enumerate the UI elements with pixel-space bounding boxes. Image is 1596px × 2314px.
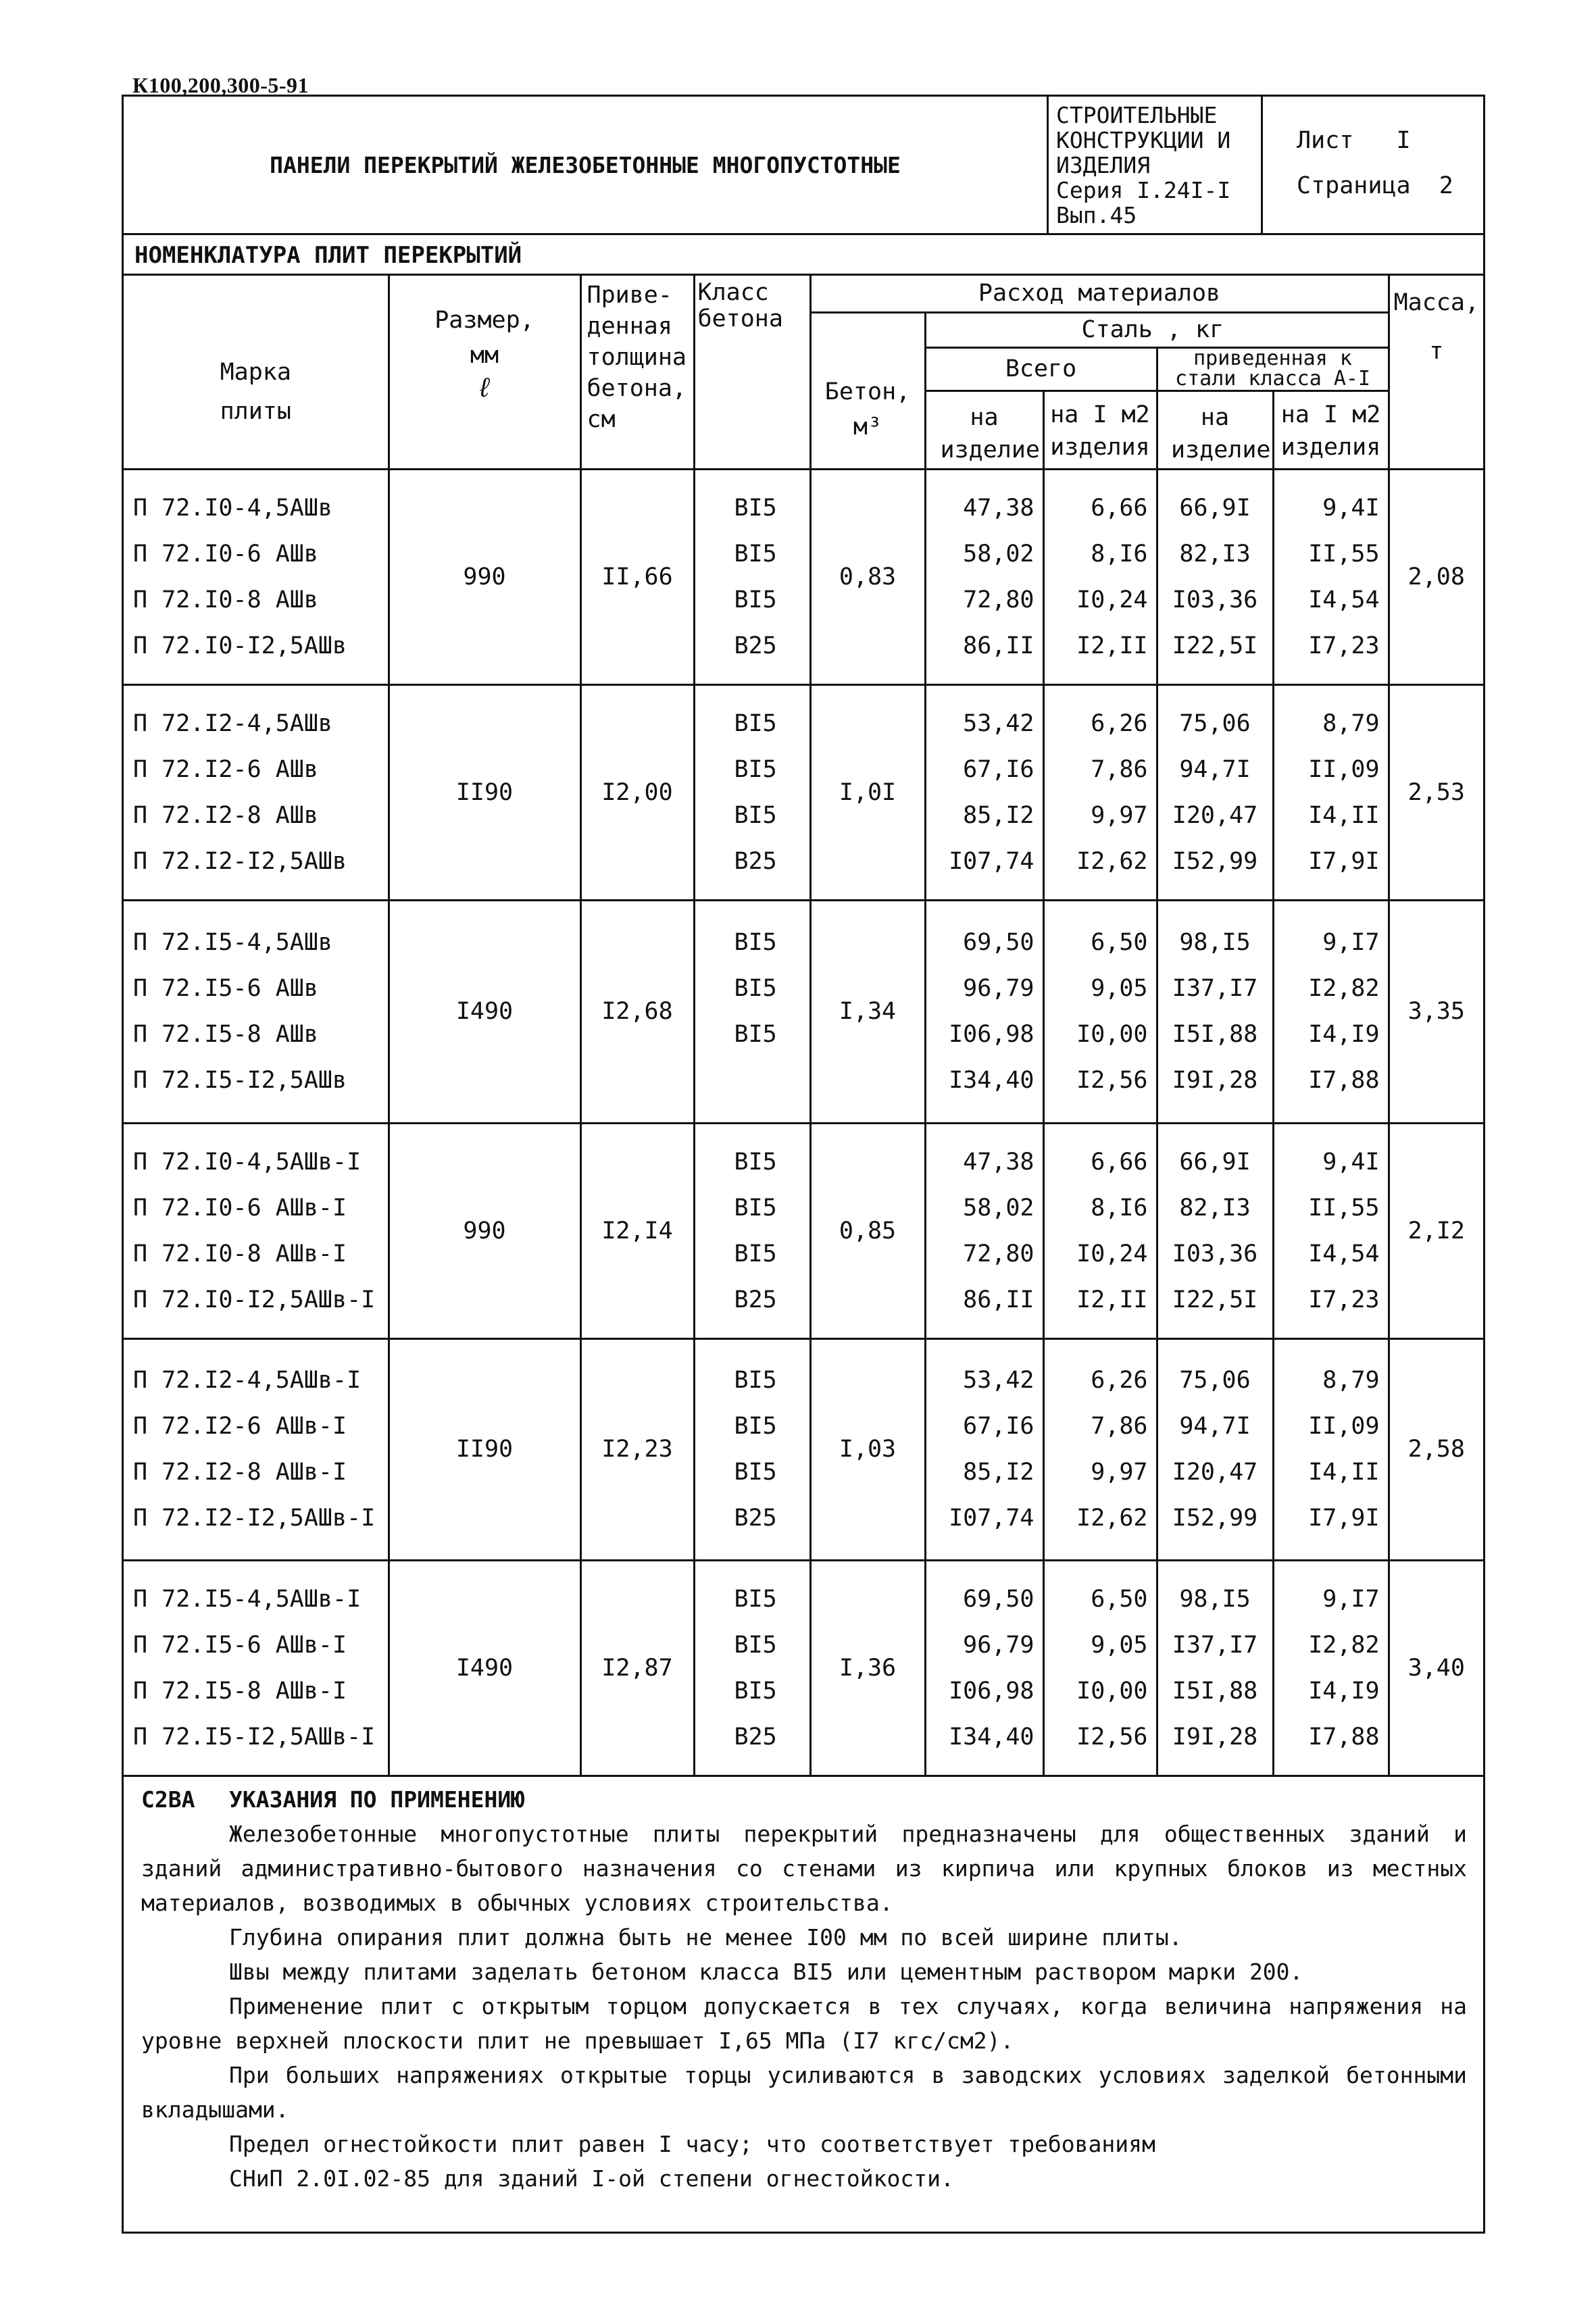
- steel-per-m2: I2,II: [1076, 1286, 1148, 1313]
- reduced-steel-per-m2: I4,II: [1308, 1459, 1380, 1486]
- steel-per-item: 53,42: [963, 709, 1034, 737]
- thickness-value: I2,I4: [601, 1217, 673, 1244]
- series-line: Серия I.24I-I: [1056, 176, 1231, 203]
- col-per-item-header: на изделие: [925, 391, 1043, 469]
- plate-mark: П 72.I2-4,5АШв-I: [133, 1367, 361, 1394]
- steel-per-m2-cell: [1043, 1123, 1157, 1338]
- reduced-steel-per-item: 94,7I: [1179, 755, 1251, 783]
- concrete-volume: I,03: [839, 1436, 897, 1463]
- reduced-steel-per-item-cell: [1157, 1123, 1273, 1338]
- steel-per-item: I34,40: [949, 1067, 1034, 1094]
- table-row-group: [124, 1338, 1483, 1560]
- steel-per-item-cell: [925, 1338, 1043, 1560]
- reduced-steel-per-item: I22,5I: [1172, 1286, 1258, 1313]
- notes-paragraph: Железобетонные многопустотные плиты перекрытий предназначены для общественных зданий и зданий административно-бытового назначения со стенами из кирпича или крупных блоков из местных материалов, возводимых в обычных условиях строительства.: [141, 1821, 1467, 1916]
- plate-mark: П 72.I2-8 АШв: [133, 801, 318, 829]
- document-title: ПАНЕЛИ ПЕРЕКРЫТИЙ ЖЕЛЕЗОБЕТОННЫЕ МНОГОПУСТОТНЫЕ: [124, 97, 1049, 233]
- reduced-steel-per-m2-cell: [1273, 1560, 1389, 1776]
- steel-per-item: 96,79: [963, 1631, 1034, 1659]
- reduced-steel-per-item: 98,I5: [1179, 1585, 1251, 1613]
- steel-per-m2: I2,56: [1076, 1067, 1148, 1094]
- steel-per-item-cell: [925, 900, 1043, 1123]
- thickness-value-cell: [580, 1560, 694, 1776]
- reduced-steel-per-item: I5I,88: [1172, 1677, 1258, 1705]
- plate-mark-cell: [124, 1123, 389, 1338]
- concrete-class: BI5: [734, 1021, 777, 1048]
- mass-value-cell: [1389, 684, 1483, 900]
- table-row-group: [124, 684, 1483, 900]
- steel-per-m2-cell: [1043, 1338, 1157, 1560]
- document-code: К100,200,300-5-91: [132, 73, 309, 97]
- concrete-volume: 0,85: [839, 1217, 897, 1244]
- plate-mark: П 72.I0-4,5АШв: [133, 494, 333, 522]
- mass-value-cell: [1389, 1338, 1483, 1560]
- steel-per-item: 58,02: [963, 540, 1034, 568]
- reduced-steel-per-m2-cell: [1273, 469, 1389, 684]
- mass-value-cell: [1389, 469, 1483, 684]
- reduced-steel-per-m2: I7,9I: [1308, 1505, 1380, 1532]
- steel-per-m2: 9,05: [1091, 975, 1148, 1002]
- sheet-frame: [122, 95, 1485, 2234]
- concrete-class-cell: [694, 469, 810, 684]
- steel-per-m2: 9,05: [1091, 1631, 1148, 1659]
- reduced-steel-per-m2: I4,54: [1308, 1240, 1380, 1267]
- reduced-steel-per-item: 66,9I: [1179, 494, 1251, 522]
- plate-mark: П 72.I5-6 АШв: [133, 975, 318, 1002]
- sheet-label: Лист: [1297, 127, 1354, 154]
- steel-per-m2: 6,26: [1091, 709, 1148, 737]
- page-label: Страница: [1297, 172, 1411, 199]
- reduced-steel-per-item: 82,I3: [1179, 1194, 1251, 1222]
- col-mark-header: Марка плиты: [124, 276, 389, 469]
- plate-mark: П 72.I5-I2,5АШв: [133, 1067, 347, 1094]
- steel-per-item: I07,74: [949, 1505, 1034, 1532]
- steel-per-item: 47,38: [963, 1148, 1034, 1176]
- concrete-class: BI5: [734, 494, 777, 522]
- notes-title: УКАЗАНИЯ ПО ПРИМЕНЕНИЮ: [229, 1786, 525, 1813]
- plate-mark-cell: [124, 900, 389, 1123]
- col-thickness-header: Приве- денная толщина бетона, см: [580, 276, 694, 469]
- concrete-class-cell: [694, 1560, 810, 1776]
- series-line: КОНСТРУКЦИИ И: [1056, 126, 1231, 153]
- col-steel-header: Сталь , кг: [925, 312, 1389, 347]
- steel-per-item: 72,80: [963, 1240, 1034, 1267]
- steel-per-m2: I0,00: [1076, 1677, 1148, 1705]
- notes-paragraph: Применение плит с открытым торцом допускается в тех случаях, когда величина напряжения на уровне верхней плоскости плит не превышает I,65 МПа (I7 кгс/см2).: [141, 1993, 1467, 2054]
- size-value: II90: [455, 778, 514, 806]
- steel-per-m2: 8,I6: [1091, 1194, 1148, 1222]
- plate-mark: П 72.I5-8 АШв: [133, 1021, 318, 1048]
- reduced-steel-per-m2: I7,88: [1308, 1067, 1380, 1094]
- col-class-header: Класс бетона: [694, 276, 810, 469]
- concrete-volume-cell: [810, 900, 925, 1123]
- size-value-cell: [389, 684, 580, 900]
- steel-per-item: 72,80: [963, 586, 1034, 613]
- steel-per-item: I07,74: [949, 847, 1034, 875]
- reduced-steel-per-m2: II,55: [1308, 540, 1380, 568]
- col-reduced-header: приведенная к стали класса А-I: [1157, 347, 1389, 391]
- plate-mark-cell: [124, 684, 389, 900]
- plate-mark: П 72.I0-8 АШв: [133, 586, 318, 613]
- reduced-steel-per-m2: I7,9I: [1308, 847, 1380, 875]
- plate-mark: П 72.I0-4,5АШв-I: [133, 1148, 361, 1176]
- reduced-steel-per-item: 66,9I: [1179, 1148, 1251, 1176]
- size-value-cell: [389, 1560, 580, 1776]
- reduced-steel-per-m2: II,09: [1308, 1413, 1380, 1440]
- thickness-value: I2,87: [601, 1654, 673, 1682]
- steel-per-m2: I2,62: [1076, 847, 1148, 875]
- reduced-steel-per-item-cell: [1157, 900, 1273, 1123]
- mass-value: 3,35: [1407, 998, 1465, 1025]
- concrete-class-cell: [694, 1123, 810, 1338]
- thickness-value: I2,00: [601, 778, 673, 806]
- plate-mark: П 72.I2-4,5АШв: [133, 709, 333, 737]
- concrete-class: B25: [734, 1505, 777, 1532]
- reduced-steel-per-m2: 9,I7: [1322, 1585, 1380, 1613]
- reduced-steel-per-item: I20,47: [1172, 801, 1258, 829]
- steel-per-item-cell: [925, 1123, 1043, 1338]
- thickness-value-cell: [580, 469, 694, 684]
- table-row-group: [124, 900, 1483, 1123]
- steel-per-item: 58,02: [963, 1194, 1034, 1222]
- reduced-steel-per-m2: 9,4I: [1322, 494, 1380, 522]
- concrete-class: BI5: [734, 1459, 777, 1486]
- concrete-volume: I,0I: [839, 778, 897, 806]
- plate-mark: П 72.I5-4,5АШв-I: [133, 1585, 361, 1613]
- concrete-class: B25: [734, 847, 777, 875]
- concrete-class: BI5: [734, 1194, 777, 1222]
- steel-per-m2: I0,24: [1076, 586, 1148, 613]
- concrete-volume: 0,83: [839, 563, 897, 590]
- concrete-class: BI5: [734, 586, 777, 613]
- reduced-steel-per-item: I9I,28: [1172, 1067, 1258, 1094]
- concrete-class: BI5: [734, 1240, 777, 1267]
- size-value-cell: [389, 900, 580, 1123]
- steel-per-item: 53,42: [963, 1367, 1034, 1394]
- concrete-volume-cell: [810, 469, 925, 684]
- reduced-steel-per-item: I22,5I: [1172, 632, 1258, 659]
- plate-mark: П 72.I5-6 АШв-I: [133, 1631, 347, 1659]
- steel-per-m2: 6,26: [1091, 1367, 1148, 1394]
- plate-mark-cell: [124, 1560, 389, 1776]
- reduced-steel-per-m2: I7,23: [1308, 1286, 1380, 1313]
- mass-value: 2,53: [1407, 778, 1465, 806]
- notes-paragraph: СНиП 2.0I.02-85 для зданий I-ой степени огнестойкости.: [229, 2165, 954, 2192]
- concrete-class: BI5: [734, 929, 777, 956]
- col-mass-header: Масса, т: [1389, 276, 1483, 469]
- reduced-steel-per-item-cell: [1157, 1338, 1273, 1560]
- steel-per-item-cell: [925, 1560, 1043, 1776]
- concrete-class: BI5: [734, 709, 777, 737]
- concrete-class: BI5: [734, 1413, 777, 1440]
- plate-mark: П 72.I5-8 АШв-I: [133, 1677, 347, 1705]
- steel-per-m2: 6,50: [1091, 1585, 1148, 1613]
- mass-value: 3,40: [1407, 1654, 1465, 1682]
- steel-per-item: 96,79: [963, 975, 1034, 1002]
- size-value: I490: [455, 1654, 514, 1682]
- notes-code: С2ВА: [141, 1786, 195, 1813]
- notes-paragraph: Швы между плитами заделать бетоном класса BI5 или цементным раствором марки 200.: [229, 1959, 1303, 1985]
- reduced-steel-per-item: I9I,28: [1172, 1723, 1258, 1751]
- series-line: ИЗДЕЛИЯ: [1056, 151, 1151, 178]
- concrete-class: [734, 1057, 809, 1103]
- table-row-group: [124, 1123, 1483, 1338]
- plate-mark-cell: [124, 1338, 389, 1560]
- plate-mark: П 72.I5-I2,5АШв-I: [133, 1723, 376, 1751]
- reduced-steel-per-m2: I4,II: [1308, 801, 1380, 829]
- concrete-class: BI5: [734, 1585, 777, 1613]
- size-value-cell: [389, 1123, 580, 1338]
- thickness-value-cell: [580, 684, 694, 900]
- steel-per-item: 67,I6: [963, 1413, 1034, 1440]
- thickness-value-cell: [580, 1338, 694, 1560]
- reduced-steel-per-item: 82,I3: [1179, 540, 1251, 568]
- plate-mark: П 72.I0-6 АШв-I: [133, 1194, 347, 1222]
- reduced-steel-per-m2: I2,82: [1308, 975, 1380, 1002]
- size-value: 990: [463, 563, 506, 590]
- reduced-steel-per-item: I37,I7: [1172, 975, 1258, 1002]
- mass-value-cell: [1389, 1123, 1483, 1338]
- thickness-value: II,66: [601, 563, 673, 590]
- title-block: [124, 97, 1483, 235]
- mass-value: 2,I2: [1407, 1217, 1465, 1244]
- concrete-volume-cell: [810, 1338, 925, 1560]
- plate-mark: П 72.I2-I2,5АШв: [133, 847, 347, 875]
- concrete-volume: I,34: [839, 998, 897, 1025]
- reduced-steel-per-m2: I7,88: [1308, 1723, 1380, 1751]
- reduced-steel-per-m2-cell: [1273, 684, 1389, 900]
- steel-per-m2: 6,66: [1091, 494, 1148, 522]
- concrete-class: BI5: [734, 1367, 777, 1394]
- concrete-volume: I,36: [839, 1654, 897, 1682]
- reduced-steel-per-m2: 8,79: [1322, 1367, 1380, 1394]
- concrete-class-cell: [694, 900, 810, 1123]
- reduced-steel-per-item: 98,I5: [1179, 929, 1251, 956]
- concrete-class: BI5: [734, 540, 777, 568]
- mass-value: 2,08: [1407, 563, 1465, 590]
- reduced-steel-per-item: I37,I7: [1172, 1631, 1258, 1659]
- concrete-volume-cell: [810, 1123, 925, 1338]
- concrete-class-cell: [694, 684, 810, 900]
- reduced-steel-per-m2-cell: [1273, 1338, 1389, 1560]
- plate-mark: П 72.I0-I2,5АШв: [133, 632, 347, 659]
- steel-per-m2: 7,86: [1091, 755, 1148, 783]
- notes-paragraph: Глубина опирания плит должна быть не менее I00 мм по всей ширине плиты.: [229, 1924, 1182, 1951]
- col-size-header: Размер, мм ℓ: [389, 276, 580, 469]
- reduced-steel-per-m2: I2,82: [1308, 1631, 1380, 1659]
- plate-mark: П 72.I2-6 АШв-I: [133, 1413, 347, 1440]
- thickness-value: I2,23: [601, 1436, 673, 1463]
- nomenclature-table: [124, 276, 1483, 1777]
- reduced-steel-per-m2: I4,I9: [1308, 1021, 1380, 1048]
- series-info: [1047, 97, 1263, 233]
- steel-per-item: 69,50: [963, 929, 1034, 956]
- reduced-steel-per-m2: II,09: [1308, 755, 1380, 783]
- reduced-steel-per-m2: I4,I9: [1308, 1677, 1380, 1705]
- reduced-steel-per-item: I52,99: [1172, 847, 1258, 875]
- concrete-class: BI5: [734, 975, 777, 1002]
- table-row-group: [124, 1560, 1483, 1776]
- reduced-steel-per-item-cell: [1157, 1560, 1273, 1776]
- page-number: 2: [1439, 172, 1453, 199]
- reduced-steel-per-item: I52,99: [1172, 1505, 1258, 1532]
- reduced-steel-per-m2: 8,79: [1322, 709, 1380, 737]
- sheet-number: I: [1396, 127, 1411, 154]
- reduced-steel-per-m2-cell: [1273, 1123, 1389, 1338]
- concrete-class: BI5: [734, 1631, 777, 1659]
- steel-per-m2: 7,86: [1091, 1413, 1148, 1440]
- thickness-value: I2,68: [601, 998, 673, 1025]
- section-title: НОМЕНКЛАТУРА ПЛИТ ПЕРЕКРЫТИЙ: [124, 235, 1483, 276]
- reduced-steel-per-m2: 9,I7: [1322, 929, 1380, 956]
- notes-paragraph: При больших напряжениях открытые торцы усиливаются в заводских условиях заделкой бетонными вкладышами.: [141, 2062, 1467, 2123]
- col-per-m2-header: на I м2 изделия: [1043, 391, 1157, 469]
- steel-per-item: I34,40: [949, 1723, 1034, 1751]
- col-concrete-header: Бетон, м³: [810, 312, 925, 469]
- table-row-group: [124, 469, 1483, 684]
- plate-mark: П 72.I0-8 АШв-I: [133, 1240, 347, 1267]
- steel-per-m2-cell: [1043, 684, 1157, 900]
- steel-per-item: I06,98: [949, 1677, 1034, 1705]
- steel-per-m2: I0,24: [1076, 1240, 1148, 1267]
- col-reduced-per-item-header: на изделие: [1157, 391, 1273, 469]
- reduced-steel-per-item: 75,06: [1179, 709, 1251, 737]
- reduced-steel-per-item: I20,47: [1172, 1459, 1258, 1486]
- concrete-class: B25: [734, 632, 777, 659]
- reduced-steel-per-item-cell: [1157, 469, 1273, 684]
- size-value: I490: [455, 998, 514, 1025]
- series-line: Вып.45: [1056, 201, 1137, 228]
- steel-per-m2: 8,I6: [1091, 540, 1148, 568]
- plate-mark: П 72.I5-4,5АШв: [133, 929, 333, 956]
- series-line: СТРОИТЕЛЬНЫЕ: [1056, 102, 1218, 128]
- steel-per-item-cell: [925, 469, 1043, 684]
- concrete-class: BI5: [734, 1148, 777, 1176]
- steel-per-m2: I2,56: [1076, 1723, 1148, 1751]
- steel-per-item: 67,I6: [963, 755, 1034, 783]
- reduced-steel-per-item: I5I,88: [1172, 1021, 1258, 1048]
- size-value: 990: [463, 1217, 506, 1244]
- plate-mark: П 72.I2-I2,5АШв-I: [133, 1505, 376, 1532]
- steel-per-item: 85,I2: [963, 801, 1034, 829]
- mass-value-cell: [1389, 1560, 1483, 1776]
- reduced-steel-per-m2: I4,54: [1308, 586, 1380, 613]
- steel-per-item-cell: [925, 684, 1043, 900]
- plate-mark: П 72.I0-6 АШв: [133, 540, 318, 568]
- concrete-class: BI5: [734, 755, 777, 783]
- reduced-steel-per-item: I03,36: [1172, 586, 1258, 613]
- plate-mark-cell: [124, 469, 389, 684]
- steel-per-m2-cell: [1043, 1560, 1157, 1776]
- concrete-class: BI5: [734, 1677, 777, 1705]
- steel-per-m2: 6,50: [1091, 929, 1148, 956]
- length-symbol: ℓ: [476, 372, 493, 403]
- steel-per-item: 86,II: [963, 1286, 1034, 1313]
- concrete-volume-cell: [810, 1560, 925, 1776]
- steel-per-item: 47,38: [963, 494, 1034, 522]
- reduced-steel-per-item: I03,36: [1172, 1240, 1258, 1267]
- reduced-steel-per-m2: II,55: [1308, 1194, 1380, 1222]
- concrete-class-cell: [694, 1338, 810, 1560]
- steel-per-m2: I0,00: [1076, 1021, 1148, 1048]
- size-value: II90: [455, 1436, 514, 1463]
- concrete-class: B25: [734, 1723, 777, 1751]
- thickness-value-cell: [580, 1123, 694, 1338]
- steel-per-m2-cell: [1043, 469, 1157, 684]
- steel-per-item: 69,50: [963, 1585, 1034, 1613]
- notes-paragraph: Предел огнестойкости плит равен I часу; что соответствует требованиям: [229, 2131, 1155, 2157]
- col-reduced-per-m2-header: на I м2 изделия: [1273, 391, 1389, 469]
- steel-per-m2: 9,97: [1091, 1459, 1148, 1486]
- steel-per-item: I06,98: [949, 1021, 1034, 1048]
- steel-per-m2: I2,II: [1076, 632, 1148, 659]
- mass-value-cell: [1389, 900, 1483, 1123]
- mass-value: 2,58: [1407, 1436, 1465, 1463]
- size-value-cell: [389, 469, 580, 684]
- usage-notes: [124, 1782, 1483, 2196]
- steel-per-m2: 6,66: [1091, 1148, 1148, 1176]
- plate-mark: П 72.I2-8 АШв-I: [133, 1459, 347, 1486]
- reduced-steel-per-item: 94,7I: [1179, 1413, 1251, 1440]
- reduced-steel-per-item: 75,06: [1179, 1367, 1251, 1394]
- steel-per-item: 86,II: [963, 632, 1034, 659]
- steel-per-m2-cell: [1043, 900, 1157, 1123]
- concrete-class: BI5: [734, 801, 777, 829]
- steel-per-m2: 9,97: [1091, 801, 1148, 829]
- thickness-value-cell: [580, 900, 694, 1123]
- reduced-steel-per-item-cell: [1157, 684, 1273, 900]
- reduced-steel-per-m2: 9,4I: [1322, 1148, 1380, 1176]
- col-total-header: Всего: [925, 347, 1157, 391]
- sheet-info: [1263, 97, 1483, 233]
- size-value-cell: [389, 1338, 580, 1560]
- plate-mark: П 72.I0-I2,5АШв-I: [133, 1286, 376, 1313]
- col-consumption-header: Расход материалов: [810, 276, 1389, 312]
- reduced-steel-per-m2-cell: [1273, 900, 1389, 1123]
- plate-mark: П 72.I2-6 АШв: [133, 755, 318, 783]
- reduced-steel-per-m2: I7,23: [1308, 632, 1380, 659]
- steel-per-m2: I2,62: [1076, 1505, 1148, 1532]
- concrete-volume-cell: [810, 684, 925, 900]
- steel-per-item: 85,I2: [963, 1459, 1034, 1486]
- concrete-class: B25: [734, 1286, 777, 1313]
